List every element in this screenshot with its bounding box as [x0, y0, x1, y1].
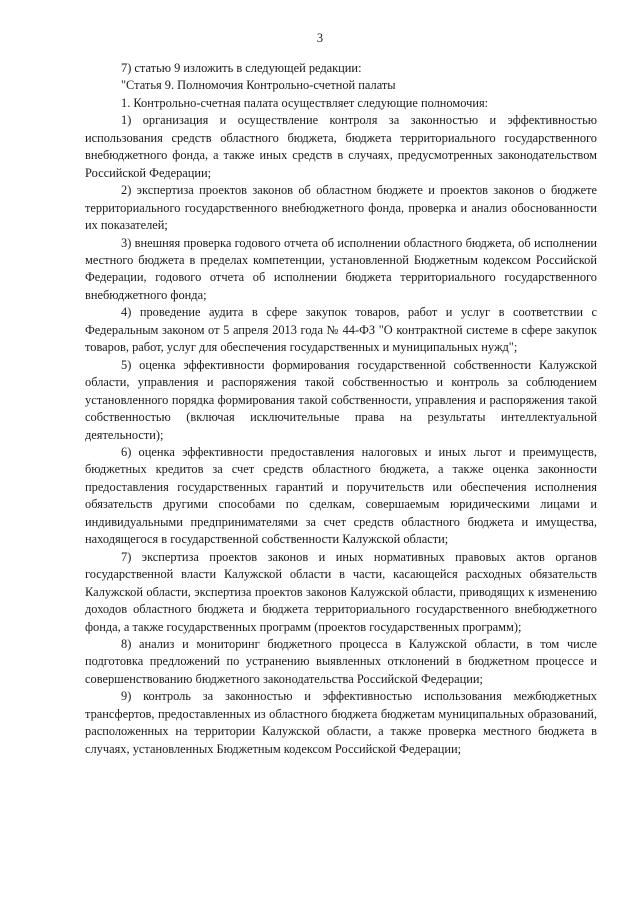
list-item: 7) экспертиза проектов законов и иных нормативных правовых актов органов государственной власти Калужской области в части, касающейся расходных обязательств Калужской области, экспертиза проектов законов Калужской области, приводящих к изменению доходов областного бюджета и бюджета территориального государственного внебюджетного фонда, а также государственных программ (проектов государственных программ);	[85, 549, 597, 634]
article-heading: "Статья 9. Полномочия Контрольно-счетной палаты	[121, 78, 396, 93]
list-item: 1) организация и осуществление контроля за законностью и эффективностью использования средств областного бюджета, бюджета территориального государственного внебюджетного фонда, а также иных средств в случаях, предусмотренных законодательством Российской Федерации;	[85, 113, 597, 180]
list-item: 8) анализ и мониторинг бюджетного процесса в Калужской области, в том числе подготовка предложений по устранению выявленных отклонений в бюджетном процессе и совершенствованию бюджетного законодательства Российской Федерации;	[85, 636, 597, 686]
list-item: 6) оценка эффективности предоставления налоговых и иных льгот и преимуществ, бюджетных кредитов за счет средств областного бюджета, а также оценка законности предоставления государственных гарантий и поручительств или обеспечения исполнения обязательств другими способами по сделкам, совершаемым юридическими лицами и индивидуальными предпринимателями за счет средств областного бюджета и имущества, находящегося в государственной собственности Калужской области;	[85, 444, 597, 547]
list-item: 9) контроль за законностью и эффективностью использования межбюджетных трансфертов, предоставленных из областного бюджета бюджетам муниципальных образований, расположенных на территории Калужской области, а также проверка местного бюджета в случаях, установленных Бюджетным кодексом Российской Федерации;	[85, 689, 597, 756]
list-item: 4) проведение аудита в сфере закупок товаров, работ и услуг в соответствии с Федеральным законом от 5 апреля 2013 года № 44-ФЗ "О контрактной системе в сфере закупок товаров, работ, услуг для обеспечения государственных и муниципальных нужд";	[85, 305, 597, 355]
clause-1: 1. Контрольно-счетная палата осуществляет следующие полномочия:	[121, 95, 489, 110]
list-item: 3) внешняя проверка годового отчета об исполнении областного бюджета, об исполнении местного бюджета в пределах компетенции, установленной Бюджетным кодексом Российской Федерации, годового отчета об исполнении бюджета территориального государственного внебюджетного фонда;	[85, 235, 597, 302]
page-number: 3	[316, 31, 324, 45]
list-item: 2) экспертиза проектов законов об областном бюджете и проектов законов о бюджете территориального государственного внебюджетного фонда, проверка и анализ обоснованности их показателей;	[85, 183, 597, 233]
document-body	[85, 60, 597, 758]
list-item: 5) оценка эффективности формирования государственной собственности Калужской области, управления и распоряжения такой собственностью и контроль за соблюдением установленного порядка формирования такой собственности, управления и распоряжения такой собственностью (включая исключительные права на результаты интеллектуальной деятельности);	[85, 357, 597, 442]
amendment-intro: 7) статью 9 изложить в следующей редакции:	[121, 61, 362, 75]
